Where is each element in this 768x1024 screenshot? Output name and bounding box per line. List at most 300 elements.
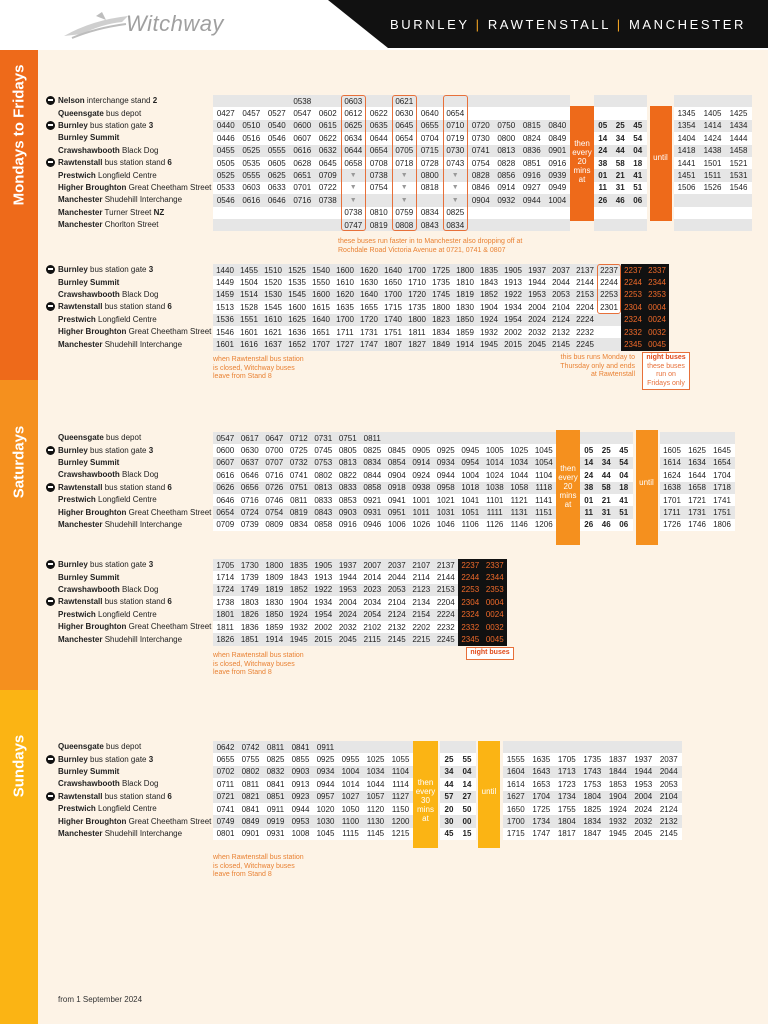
time-cell: 0739 [238, 519, 263, 531]
time-cell: 0045 [645, 338, 669, 350]
stop-place: Black Dog [119, 470, 159, 480]
time-cell: 0603 [239, 182, 265, 194]
fast-bus-note: these buses run faster in to Manchester also dropping off at Rochdale Road Victoria Avenue at 0721, 0741 & 0807 [338, 238, 523, 254]
time-cell: 1651 [309, 326, 333, 338]
time-cell: 0741 [468, 145, 494, 157]
time-cell [468, 219, 494, 231]
stop-name [58, 194, 182, 206]
time-cell: 1525 [285, 264, 309, 276]
time-cell: 1725 [529, 803, 555, 815]
time-cell: 1034 [363, 766, 388, 778]
time-cell: 0834 [287, 519, 312, 531]
time-cell: 1751 [710, 506, 735, 518]
stop-name [58, 507, 211, 519]
time-cell: 2245 [573, 338, 597, 350]
time-cell: 1837 [605, 753, 631, 765]
time-cell: 1800 [453, 264, 477, 276]
time-cell: 1834 [429, 326, 453, 338]
stop-place: Shudehill Interchange [102, 520, 183, 529]
time-cell: 45 [629, 120, 647, 132]
time-cell: 1200 [388, 815, 413, 827]
time-cell: 0821 [238, 791, 263, 803]
time-cell: 1021 [434, 494, 459, 506]
timetable-row [213, 444, 556, 456]
time-cell: 1826 [238, 609, 263, 621]
time-cell: 0004 [645, 301, 669, 313]
stop-name [58, 741, 141, 753]
time-cell [629, 95, 647, 107]
stop-place: Great Cheetham Street [126, 622, 212, 632]
time-cell: 1718 [710, 482, 735, 494]
time-cell [417, 194, 443, 206]
time-cell: 1735 [405, 301, 429, 313]
time-cell: ▼ [341, 194, 367, 206]
time-cell: 1614 [660, 457, 685, 469]
band-saturdays [0, 380, 38, 690]
band-label: Saturdays [10, 425, 28, 499]
time-cell: 2353 [645, 289, 669, 301]
stop-place: Longfield Centre [95, 170, 157, 180]
time-cell: 1636 [285, 326, 309, 338]
time-cell: 34 [598, 457, 616, 469]
time-cell: 1146 [507, 519, 532, 531]
time-cell [213, 219, 239, 231]
timetable-row [660, 444, 735, 456]
stop-place: bus station stand [102, 302, 168, 312]
stop-name [58, 559, 153, 571]
stop-place: interchange stand [84, 96, 153, 106]
time-cell [388, 741, 413, 753]
stop-place: Great Cheetham Street [126, 507, 212, 517]
time-cell: 2344 [483, 571, 508, 583]
stop-place: Black Dog [119, 145, 159, 155]
time-cell: 0819 [287, 506, 312, 518]
stop-place: bus depot [103, 433, 142, 443]
time-cell: 1625 [285, 314, 309, 326]
time-cell: 1922 [311, 584, 336, 596]
time-cell: 0547 [213, 432, 238, 444]
time-cell: 1804 [554, 815, 580, 827]
time-cell: 0824 [519, 132, 545, 144]
time-cell: 1150 [388, 803, 413, 815]
time-cell: 0747 [341, 219, 367, 231]
time-cell: 1045 [532, 444, 557, 456]
time-cell: 1731 [685, 506, 710, 518]
time-cell: 25 [440, 753, 458, 765]
stop-name [58, 634, 182, 646]
time-cell: 1530 [261, 289, 285, 301]
stop-place: Shudehill Interchange [102, 634, 183, 644]
time-cell: 2324 [621, 314, 645, 326]
time-cell: 0944 [288, 803, 313, 815]
time-cell: 1004 [458, 469, 483, 481]
time-cell: 1610 [333, 276, 357, 288]
time-cell: 2224 [573, 314, 597, 326]
time-cell: 1734 [554, 791, 580, 803]
time-cell: 1501 [700, 157, 726, 169]
time-cell: 1050 [338, 803, 363, 815]
time-cell: 2137 [573, 264, 597, 276]
stop-town: Burnley Summit [58, 133, 120, 143]
time-cell: 0600 [213, 444, 238, 456]
time-cell: 1627 [503, 791, 529, 803]
time-cell: 1131 [507, 506, 532, 518]
stop-place: bus depot [103, 108, 142, 118]
time-cell: 1030 [313, 815, 338, 827]
time-cell: 1520 [261, 276, 285, 288]
time-cell: 0637 [238, 457, 263, 469]
stop-name [58, 584, 158, 596]
time-cell: 0630 [392, 107, 418, 119]
timetable-grid [213, 559, 507, 646]
time-cell: 0738 [366, 169, 392, 181]
time-cell: 0731 [311, 432, 336, 444]
timetable-grid-right [660, 432, 735, 531]
time-cell: 0832 [263, 766, 288, 778]
stop-town: Higher Broughton [58, 622, 127, 632]
time-cell [594, 207, 612, 219]
stop-place: bus station gate [87, 560, 149, 570]
time-cell: 0953 [288, 815, 313, 827]
minutes-row [580, 457, 633, 469]
minutes-row [440, 766, 476, 778]
time-cell: 41 [629, 169, 647, 181]
time-cell: 1546 [726, 182, 752, 194]
time-cell: 0925 [313, 753, 338, 765]
time-cell: 0811 [360, 432, 385, 444]
time-cell: 26 [594, 194, 612, 206]
time-cell: 0646 [213, 494, 238, 506]
tram-icon [46, 560, 55, 569]
time-cell [594, 107, 612, 119]
time-cell: 0546 [213, 194, 239, 206]
stop-town: Burnley Summit [58, 767, 120, 776]
then-every-label: then every 20 mins at [572, 139, 592, 184]
stop-town: Crawshawbooth [58, 585, 120, 594]
time-cell: 0934 [434, 457, 459, 469]
time-cell: 0732 [287, 457, 312, 469]
until-bar [636, 430, 658, 545]
footer-valid-from: from 1 September 2024 [58, 995, 143, 1004]
time-cell [726, 219, 752, 231]
time-cell: 1800 [429, 301, 453, 313]
time-cell: 0911 [313, 741, 338, 753]
stop-town: Prestwich [58, 314, 96, 324]
time-cell: 1057 [363, 791, 388, 803]
time-cell: 2114 [409, 571, 434, 583]
stop-name [58, 264, 153, 276]
tram-icon [46, 446, 55, 455]
time-cell: 1905 [311, 559, 336, 571]
time-cell: 0707 [262, 457, 287, 469]
time-cell: 1653 [529, 778, 555, 790]
mon-thu-outline [597, 264, 621, 314]
time-cell: 1945 [477, 338, 501, 350]
time-cell: 2144 [434, 571, 459, 583]
time-cell [519, 219, 545, 231]
time-cell: 2044 [549, 276, 573, 288]
time-cell: 1924 [477, 314, 501, 326]
time-cell: 1932 [477, 326, 501, 338]
minutes-grid [440, 741, 476, 840]
time-cell: 1645 [710, 444, 735, 456]
time-cell: 1528 [237, 301, 261, 313]
timetable-row [213, 766, 413, 778]
time-cell: 1404 [674, 132, 700, 144]
time-cell: 1847 [580, 828, 606, 840]
time-cell [519, 207, 545, 219]
time-cell [612, 207, 630, 219]
time-cell: 1650 [381, 276, 405, 288]
time-cell [726, 95, 752, 107]
time-cell: 2324 [458, 609, 483, 621]
time-cell: 0730 [443, 145, 469, 157]
time-cell: 1635 [333, 301, 357, 313]
time-cell: 1945 [287, 633, 312, 645]
time-cell: 1620 [333, 289, 357, 301]
time-cell: 0901 [238, 828, 263, 840]
time-cell: 1859 [262, 621, 287, 633]
time-cell: 0616 [213, 469, 238, 481]
time-cell: 0722 [315, 182, 341, 194]
time-cell: 0533 [213, 182, 239, 194]
time-cell: 0633 [264, 182, 290, 194]
time-cell: 2045 [631, 828, 657, 840]
stop-place: Great Cheetham Street [126, 183, 212, 192]
time-cell: 0646 [264, 194, 290, 206]
time-cell: 2337 [645, 264, 669, 276]
time-cell: 1546 [213, 326, 237, 338]
time-cell: 0815 [519, 120, 545, 132]
stop-town: Crawshawbooth [58, 470, 120, 480]
time-cell: 1843 [477, 276, 501, 288]
time-cell: 1616 [237, 338, 261, 350]
time-cell: 0555 [264, 145, 290, 157]
stop-name [58, 469, 158, 481]
route-part: BURNLEY [390, 17, 470, 32]
stop-town: Prestwich [58, 609, 96, 619]
time-cell [674, 207, 700, 219]
time-cell: 2045 [336, 633, 361, 645]
minutes-row [440, 815, 476, 827]
time-cell: 1008 [288, 828, 313, 840]
time-cell: 1605 [660, 444, 685, 456]
stop-name [58, 219, 159, 231]
time-cell: 01 [594, 169, 612, 181]
time-cell: 1844 [605, 766, 631, 778]
time-cell: 0612 [341, 107, 367, 119]
time-cell: 1120 [363, 803, 388, 815]
stop-town: Manchester [58, 829, 103, 838]
stop-town: Crawshawbooth [58, 290, 120, 299]
time-cell [529, 741, 555, 753]
time-cell [629, 107, 647, 119]
time-cell: 0654 [213, 506, 238, 518]
stop-name [58, 207, 164, 219]
stop-town: Queensgate [58, 108, 104, 118]
time-cell: 1743 [580, 766, 606, 778]
minutes-row [594, 95, 647, 107]
time-cell: 1711 [333, 326, 357, 338]
stop-name [58, 277, 119, 289]
time-cell [458, 741, 476, 753]
stop-place: Shudehill Interchange [102, 829, 183, 838]
time-cell: 0547 [290, 107, 316, 119]
time-cell: 2344 [645, 276, 669, 288]
until-label: until [653, 153, 668, 162]
time-cell: 1720 [405, 289, 429, 301]
time-cell: 0846 [468, 182, 494, 194]
stop-name [58, 301, 172, 313]
time-cell: 1913 [501, 276, 525, 288]
time-cell: 0427 [213, 107, 239, 119]
timetable-row [503, 741, 682, 753]
time-cell: 1937 [525, 264, 549, 276]
time-cell: 0849 [238, 815, 263, 827]
timetable-row [213, 828, 413, 840]
time-cell: 1455 [237, 264, 261, 276]
minutes-row [440, 778, 476, 790]
time-cell: 0702 [213, 766, 238, 778]
time-cell: 2024 [336, 609, 361, 621]
time-cell: 0538 [290, 95, 316, 107]
time-cell [597, 314, 621, 326]
fast-bus-outline [443, 95, 469, 231]
time-cell: 2245 [434, 633, 459, 645]
witch-logo-icon [62, 10, 132, 42]
time-cell: 0931 [360, 506, 385, 518]
time-cell: 1714 [213, 571, 238, 583]
time-cell: 44 [612, 145, 630, 157]
time-cell: 2244 [621, 276, 645, 288]
time-cell: 51 [615, 506, 633, 518]
time-cell: 1850 [262, 609, 287, 621]
time-cell: 1934 [311, 596, 336, 608]
time-cell: 1819 [262, 584, 287, 596]
minutes-row [580, 432, 633, 444]
time-cell: 51 [629, 182, 647, 194]
time-cell: 1904 [287, 596, 312, 608]
time-cell: 1545 [285, 289, 309, 301]
time-cell: 0622 [366, 107, 392, 119]
stop-name [58, 120, 153, 132]
time-cell: 1610 [261, 314, 285, 326]
time-cell [631, 741, 657, 753]
route-part: RAWTENSTALL [487, 17, 611, 32]
time-cell: 2104 [549, 301, 573, 313]
time-cell: 34 [612, 132, 630, 144]
time-cell: 2004 [631, 791, 657, 803]
time-cell: 2044 [385, 571, 410, 583]
time-cell: 1055 [388, 753, 413, 765]
stop-name [58, 621, 211, 633]
time-cell: 0644 [366, 132, 392, 144]
minutes-row [594, 157, 647, 169]
time-cell [710, 432, 735, 444]
stop-town: Manchester [58, 220, 103, 230]
time-cell: 1701 [660, 494, 685, 506]
night-buses-title: night buses [470, 649, 510, 656]
time-cell: 1510 [261, 264, 285, 276]
time-cell: 0854 [385, 457, 410, 469]
stop-name [58, 432, 141, 444]
stand8-note: when Rawtenstall bus station is closed, Witchway buses leave from Stand 8 [213, 652, 304, 676]
time-cell: 21 [612, 169, 630, 181]
time-cell: 0719 [443, 132, 469, 144]
time-cell [494, 219, 520, 231]
timetable-grid-right [503, 741, 682, 840]
time-cell [494, 207, 520, 219]
timetable-row [660, 469, 735, 481]
time-cell: 0753 [311, 457, 336, 469]
time-cell: 2004 [525, 301, 549, 313]
time-cell: 0711 [213, 778, 238, 790]
time-cell: 0834 [417, 207, 443, 219]
time-cell: 1215 [388, 828, 413, 840]
time-cell: 0939 [545, 169, 571, 181]
time-cell: 1640 [381, 264, 405, 276]
time-cell: 55 [458, 753, 476, 765]
stop-place: Black Dog [119, 290, 159, 299]
timetable-row [213, 621, 507, 633]
timetable-row [213, 803, 413, 815]
time-cell: 0032 [645, 326, 669, 338]
time-cell: 1425 [726, 107, 752, 119]
time-cell: 0527 [264, 107, 290, 119]
time-cell: 1945 [605, 828, 631, 840]
time-cell: 0946 [360, 519, 385, 531]
time-cell: 1803 [238, 596, 263, 608]
timetable-row [674, 182, 752, 194]
time-cell: 2345 [458, 633, 483, 645]
time-cell: 1451 [674, 169, 700, 181]
time-cell: 2002 [501, 326, 525, 338]
time-cell: 0844 [360, 469, 385, 481]
time-cell: 2107 [409, 559, 434, 571]
time-cell: 15 [458, 828, 476, 840]
time-cell: 1710 [405, 276, 429, 288]
timetable-row [213, 559, 507, 571]
band-mondays-to-fridays [0, 50, 38, 380]
time-cell: 1101 [483, 494, 508, 506]
time-cell: 0836 [519, 145, 545, 157]
minutes-row [580, 506, 633, 518]
time-cell: 2145 [385, 633, 410, 645]
timetable-grid-right [674, 95, 752, 231]
time-cell [385, 432, 410, 444]
stop-town: Queensgate [58, 433, 104, 443]
time-cell: 58 [612, 157, 630, 169]
stop-name [58, 95, 157, 107]
stop-place: bus station gate [87, 445, 149, 455]
time-cell [629, 219, 647, 231]
time-cell: 1513 [213, 301, 237, 313]
time-cell: 1914 [262, 633, 287, 645]
time-cell: 1954 [501, 314, 525, 326]
time-cell: 2037 [385, 559, 410, 571]
time-cell [519, 107, 545, 119]
stop-town: Higher Broughton [58, 327, 127, 337]
timetable-row [674, 120, 752, 132]
time-cell: 1206 [532, 519, 557, 531]
stop-stand: 6 [167, 597, 172, 607]
time-cell: 1104 [532, 469, 557, 481]
stop-place: Longfield Centre [95, 495, 157, 505]
time-cell: 0925 [434, 444, 459, 456]
time-cell: 0625 [341, 120, 367, 132]
stop-town: Manchester [58, 339, 103, 349]
time-cell: 1438 [700, 145, 726, 157]
